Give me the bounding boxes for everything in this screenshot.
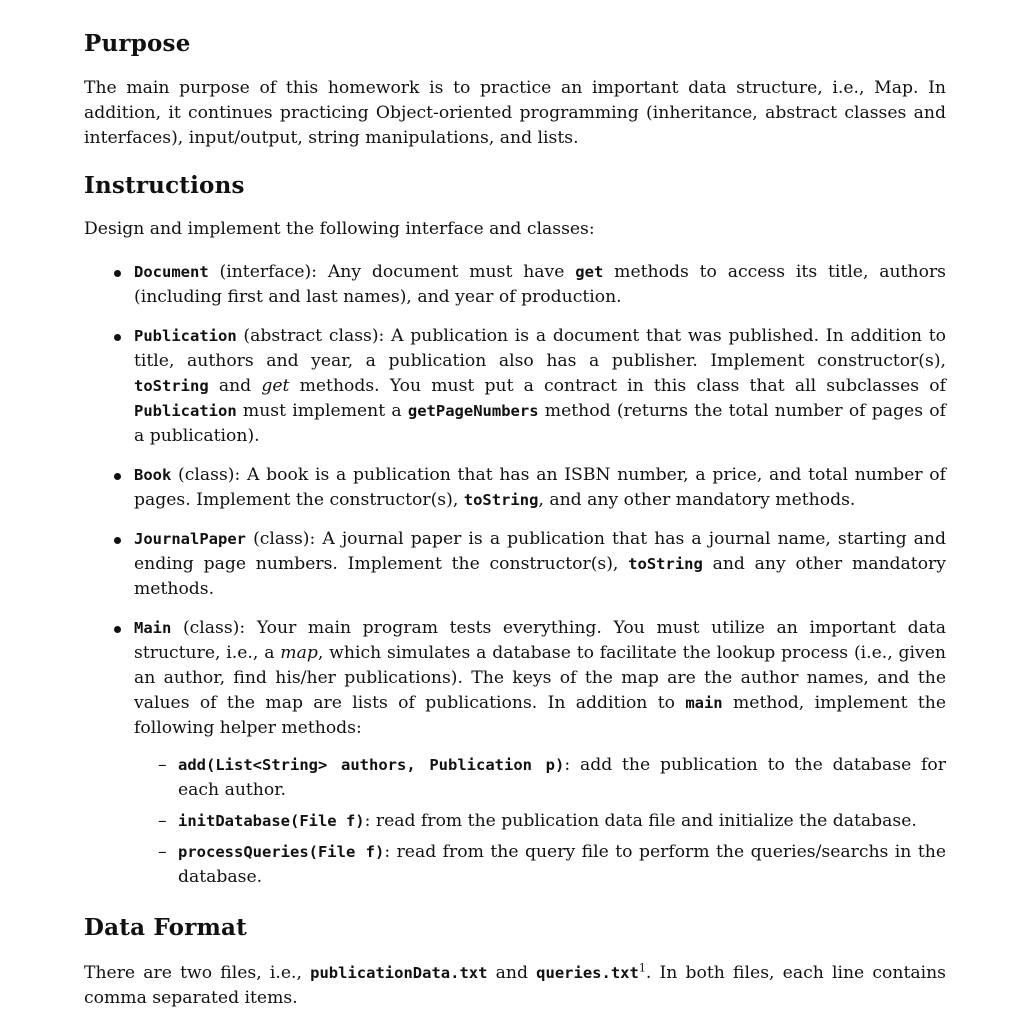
bullet-icon (114, 270, 121, 277)
dash-marker: – (158, 842, 167, 862)
data-format-text: There are two files, i.e., (84, 963, 311, 983)
helper-item-processqueries (84, 840, 946, 890)
italic-term: map (280, 643, 318, 663)
item-text: methods to access its title, authors (including first and last names), and year of production. (134, 262, 946, 307)
item-text: (interface): Any document must have (208, 262, 576, 282)
method-signature: processQueries(File f) (178, 843, 385, 861)
class-name: Book (134, 466, 172, 484)
item-text: methods. You must put a contract in this class that all subclasses of (289, 376, 946, 396)
item-text: , and any other mandatory methods. (538, 490, 856, 510)
class-name: Main (134, 619, 172, 637)
item-text: and any other mandatory methods. (134, 554, 946, 599)
dash-marker: – (158, 811, 167, 831)
class-list (84, 260, 946, 741)
item-text: , which simulates a database to facilitate the lookup process (i.e., given an author, find his/her publications). The keys of the map are the author names, and the values of the map are lists of publications. In addition to (134, 643, 946, 713)
document-page (84, 30, 946, 1011)
method-description: : read from the query file to perform the queries/searchs in the database. (178, 842, 946, 887)
data-format-paragraph (84, 961, 946, 1011)
footnote-marker[interactable]: 1 (638, 961, 646, 975)
bullet-icon (114, 626, 121, 633)
method-description: : add the publication to the database for each author. (178, 755, 946, 800)
helper-item-initdatabase (84, 809, 946, 834)
code-term: toString (628, 555, 703, 573)
purpose-heading: Purpose (84, 30, 191, 57)
code-term: getPageNumbers (407, 402, 539, 420)
method-signature: initDatabase(File f) (178, 812, 365, 830)
data-format-text: and (487, 963, 537, 983)
item-text: must implement a (236, 401, 408, 421)
item-text: (abstract class): A publication is a document that was published. In addition to title, authors and year, a publication also has a publisher. Implement constructor(s), (134, 326, 946, 371)
item-text: (class): A journal paper is a publication that has a journal name, starting and ending page numbers. Implement the constructor(s), (134, 529, 946, 574)
filename: publicationData.txt (310, 964, 488, 982)
italic-term: get (261, 376, 290, 396)
code-term: get (575, 263, 604, 281)
bullet-icon (114, 334, 121, 341)
item-text: (class): Your main program tests everything. You must utilize an important data structure, i.e., a (134, 618, 946, 663)
item-text: method, implement the following helper methods: (134, 693, 946, 738)
item-text: (class): A book is a publication that has an ISBN number, a price, and total number of pages. Implement the constructor(s), (134, 465, 946, 510)
class-name: Publication (134, 327, 237, 345)
dash-marker: – (158, 755, 167, 775)
class-name: Document (134, 263, 209, 281)
helper-item-add (84, 753, 946, 803)
list-item-book (84, 463, 946, 513)
purpose-paragraph: The main purpose of this homework is to practice an important data structure, i.e., Map. In addition, it continues practicing Object-oriented programming (inheritance, abstract classes and interfaces), input/output, string manipulations, and lists. (84, 78, 946, 148)
code-term: toString (134, 377, 209, 395)
list-item-document (84, 260, 946, 310)
data-format-heading: Data Format (84, 914, 247, 941)
list-item-main (84, 616, 946, 741)
list-item-publication (84, 324, 946, 449)
data-format-text: . In both files, each line contains comma separated items. (84, 963, 946, 1008)
code-term: main (685, 694, 723, 712)
code-term: toString (463, 491, 539, 509)
item-text: and (208, 376, 262, 396)
bullet-icon (114, 537, 121, 544)
helper-method-list (84, 753, 946, 890)
instructions-intro: Design and implement the following interface and classes: (84, 219, 595, 239)
method-signature: add(List<String> authors, Publication p) (178, 756, 565, 774)
filename: queries.txt (536, 964, 639, 982)
code-term: Publication (134, 402, 237, 420)
list-item-journalpaper (84, 527, 946, 602)
method-description: : read from the publication data file and initialize the database. (364, 811, 917, 831)
bullet-icon (114, 473, 121, 480)
class-name: JournalPaper (134, 530, 246, 548)
instructions-heading: Instructions (84, 172, 245, 199)
item-text: method (returns the total number of pages of a publication). (134, 401, 946, 446)
